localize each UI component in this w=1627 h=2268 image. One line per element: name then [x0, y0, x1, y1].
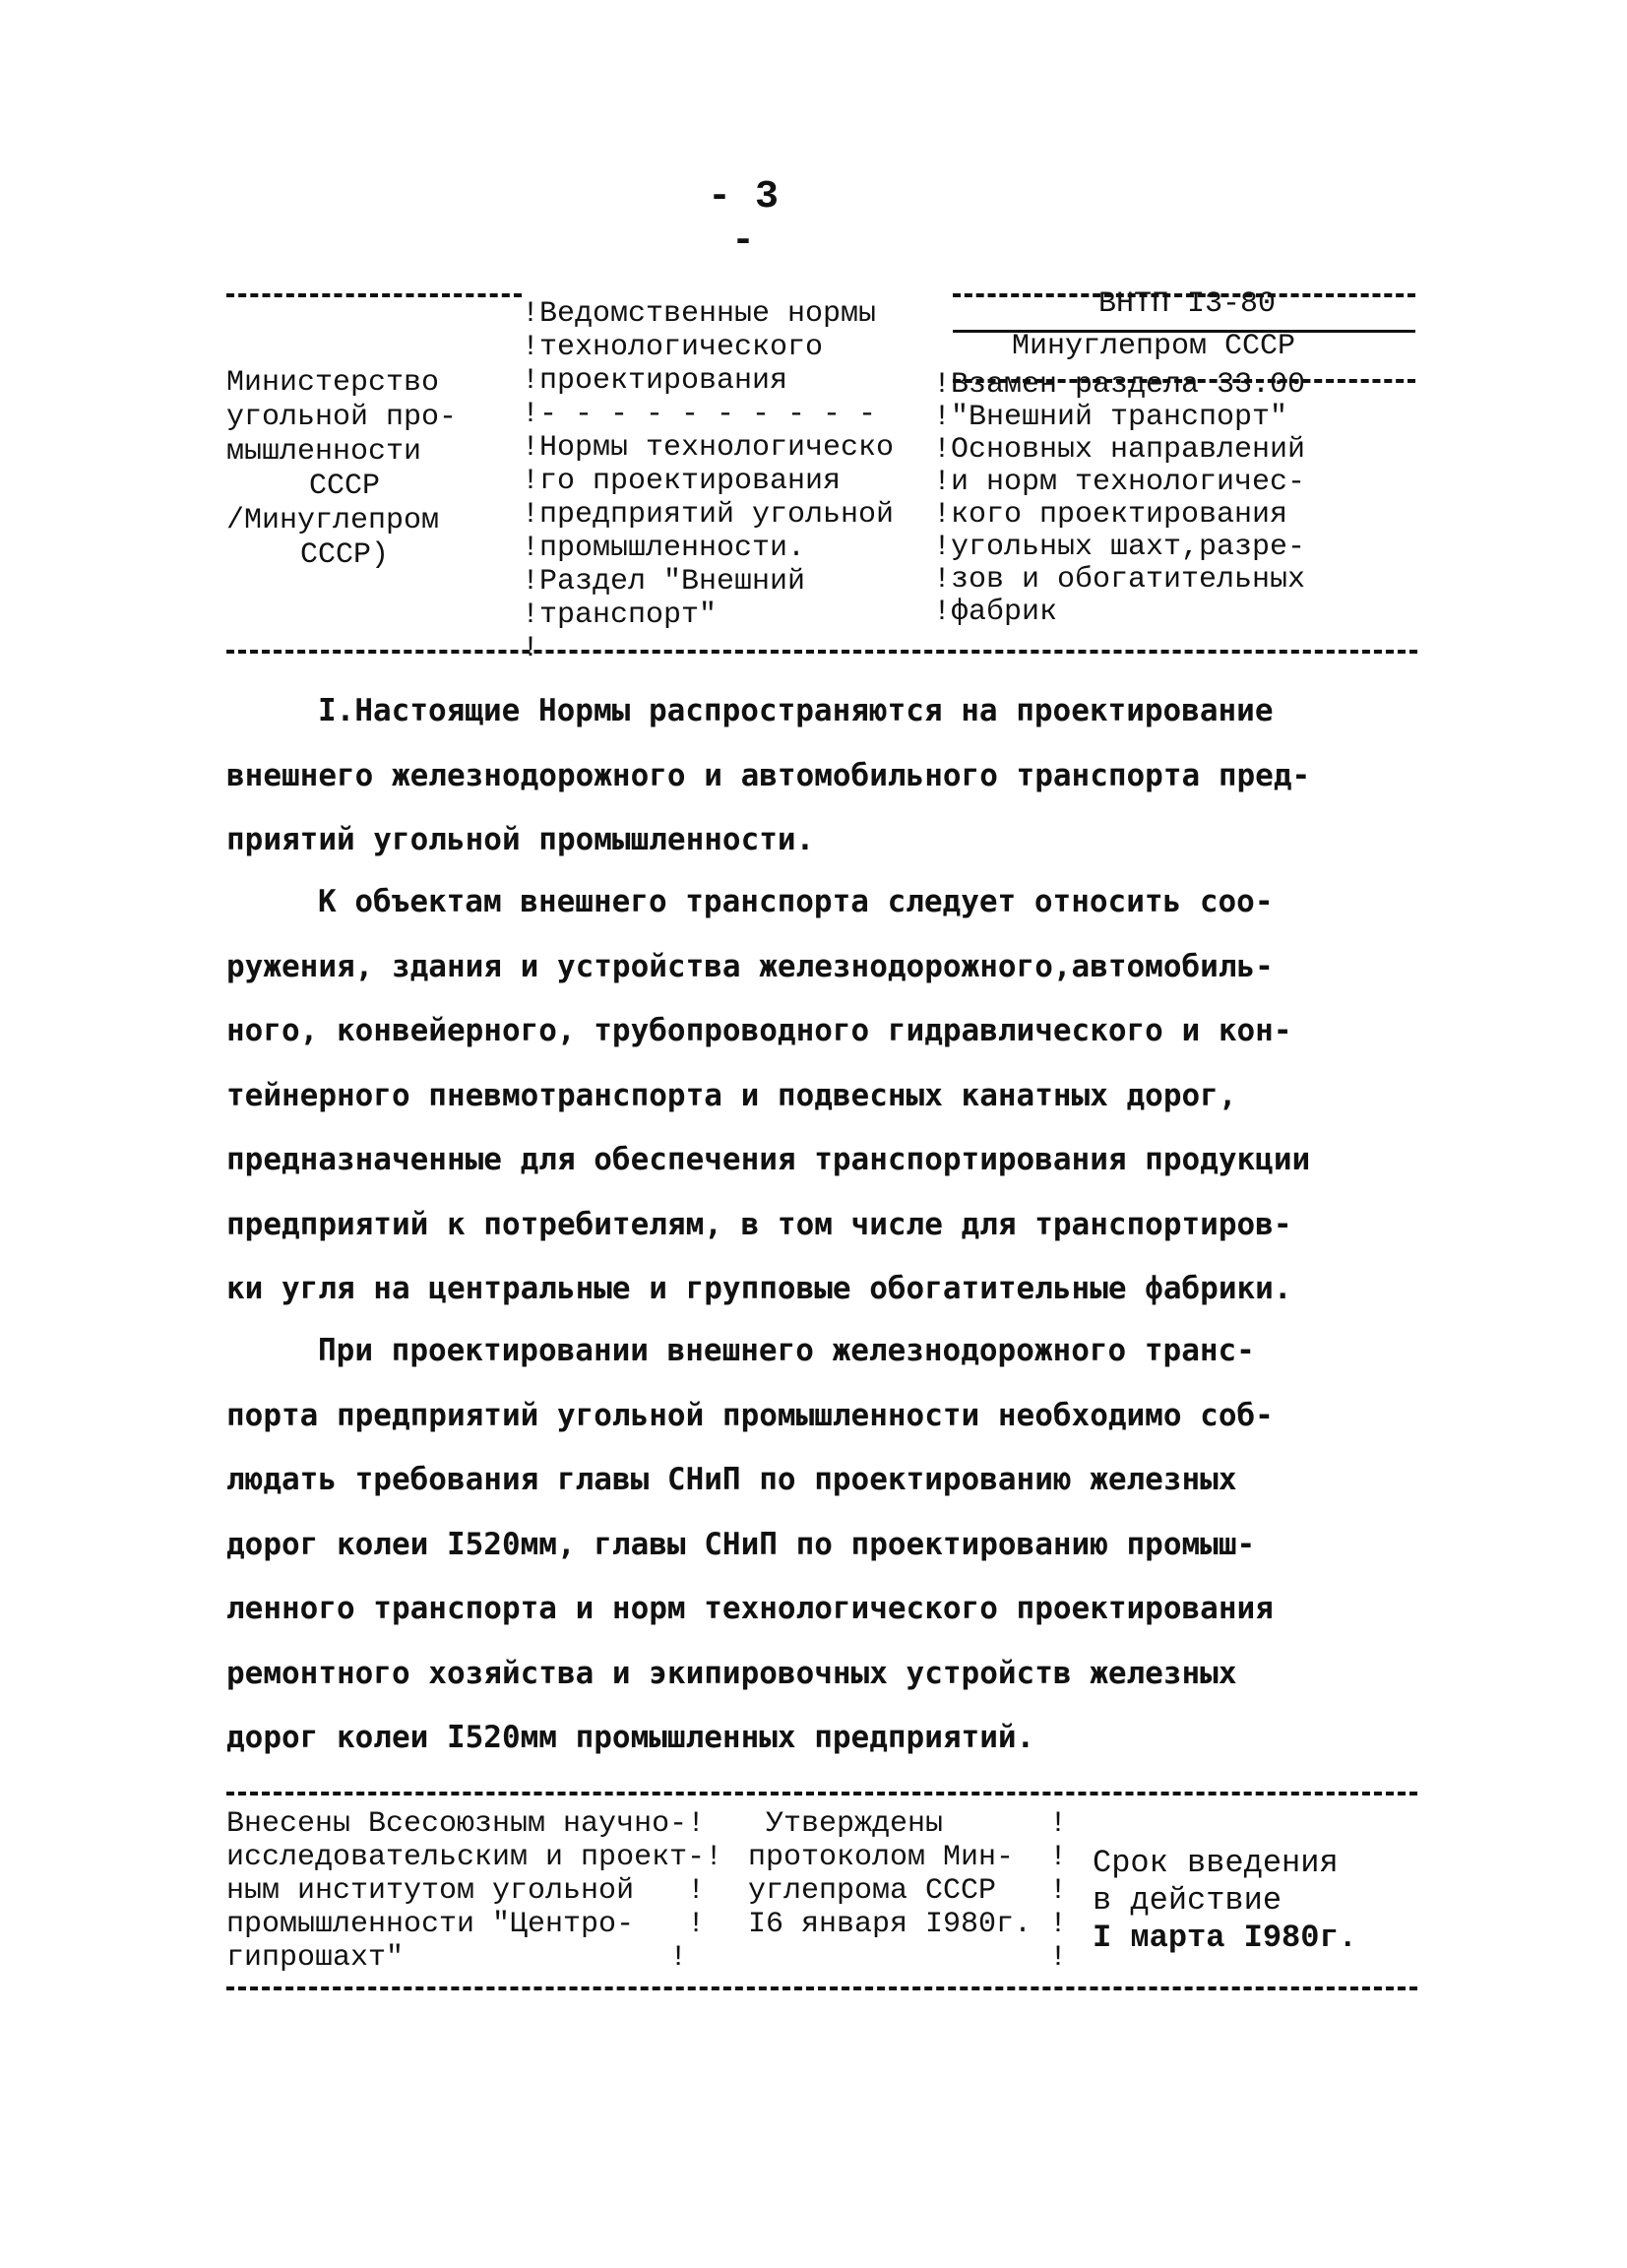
document-info-block	[933, 288, 1305, 629]
replaces-line: !кого проектирования	[933, 498, 1288, 532]
paragraph-1	[226, 679, 1408, 873]
effective-date-block	[1093, 1807, 1357, 1957]
organization-line: СССР	[308, 470, 380, 503]
submitted-line: исследовательским и проект-!	[226, 1841, 723, 1874]
paragraph-line: ремонтного хозяйства и экипировочных устройств железных	[226, 1655, 1237, 1691]
paragraph-line: дорог колеи I520мм промышленных предприятий.	[226, 1720, 1035, 1755]
organization-line: Министерство	[226, 366, 440, 400]
submitted-line: ным институтом угольной !	[226, 1874, 706, 1908]
paragraph-line: людать требования главы СНиП по проектированию железных	[226, 1462, 1237, 1497]
document-type-line: !Ведомственные нормы	[522, 297, 877, 331]
organization-line: /Минуглепром	[226, 504, 440, 537]
approved-block	[748, 1807, 1067, 1975]
document-type-line: !предприятий угольной	[522, 498, 895, 532]
approved-line: протоколом Мин- !	[748, 1841, 1068, 1874]
issuer-label: Минуглепром СССР	[1012, 330, 1296, 363]
paragraph-line: приятий угольной промышленности.	[226, 822, 815, 857]
replaces-line: !"Внешний транспорт"	[933, 401, 1288, 434]
paragraph-line: внешнего железнодорожного и автомобильного транспорта пред-	[226, 757, 1311, 793]
replaces-line: !Основных направлений	[933, 433, 1306, 467]
document-type-line: !- - - - - - - - - -	[522, 398, 877, 431]
document-type-line: !го проектирования	[522, 465, 842, 498]
paragraph-line: предназначенные для обеспечения транспортирования продукции	[226, 1142, 1311, 1177]
paragraph-line: дорог колеи I520мм, главы СНиП по проектированию промыш-	[226, 1526, 1256, 1562]
document-type-line: !транспорт"	[522, 598, 718, 632]
effective-line: I марта I980г.	[1093, 1920, 1357, 1956]
footer-bottom-rule	[226, 1986, 1417, 1990]
footer-top-rule	[226, 1792, 1417, 1796]
paragraph-line: I.Настоящие Нормы распространяются на проектирование	[318, 693, 1274, 728]
paragraph-line: порта предприятий угольной промышленности необходимо соб-	[226, 1397, 1274, 1433]
replaces-line: !зов и обогатительных	[933, 563, 1306, 597]
organization-line: угольной про-	[226, 401, 458, 434]
replaces-line: !угольных шахт,разре-	[933, 531, 1306, 564]
paragraph-line: ленного транспорта и норм технологического проектирования	[226, 1591, 1274, 1626]
submitted-block	[226, 1807, 722, 1975]
organization-line: мышленности	[226, 435, 422, 469]
document-type-line: !проектирования	[522, 364, 788, 398]
effective-line: Срок введения	[1093, 1845, 1339, 1881]
header-top-rule	[226, 293, 522, 297]
document-code: ВНТП I3-80	[1098, 287, 1277, 321]
document-type-line: !	[522, 632, 540, 665]
approved-line: !	[748, 1941, 1068, 1975]
paragraph-line: предприятий к потребителям, в том числе для транспортиров-	[226, 1206, 1292, 1242]
paragraph-3	[226, 1319, 1408, 1771]
approved-line: I6 января I980г. !	[748, 1908, 1068, 1941]
approved-line: Утверждены !	[748, 1807, 1068, 1841]
document-type-line: !промышленности.	[522, 532, 806, 565]
document-type-line: !Нормы технологическо	[522, 431, 895, 465]
document-type-block	[522, 297, 894, 665]
organization-line: СССР)	[299, 538, 389, 572]
replaces-line: !Взамен раздела 33.00	[933, 368, 1306, 402]
document-type-line: !Раздел "Внешний	[522, 565, 806, 598]
paragraph-line: ружения, здания и устройства железнодорожного,автомобиль-	[226, 948, 1274, 984]
approved-line: углепрома СССР !	[748, 1874, 1068, 1908]
effective-line: в действие	[1093, 1882, 1283, 1919]
paragraph-line: К объектам внешнего транспорта следует относить соо-	[318, 884, 1274, 919]
submitted-line: промышленности "Центро- !	[226, 1908, 706, 1941]
paragraph-line: ки угля на центральные и групповые обогатительные фабрики.	[226, 1271, 1292, 1306]
paragraph-2	[226, 870, 1408, 1322]
submitted-line: Внесены Всесоюзным научно-!	[226, 1807, 706, 1841]
effective-line	[1093, 1807, 1357, 1845]
replaces-line: !фабрик	[933, 596, 1058, 629]
paragraph-line: тейнерного пневмотранспорта и подвесных канатных дорог,	[226, 1077, 1237, 1113]
paragraph-line: При проектировании внешнего железнодорожного транс-	[318, 1333, 1255, 1368]
replaces-line: !и норм технологичес-	[933, 466, 1306, 499]
paragraph-line: ного, конвейерного, трубопроводного гидравлического и кон-	[226, 1013, 1292, 1048]
document-type-line: !технологического	[522, 331, 824, 364]
submitted-line: гипрошахт" !	[226, 1941, 688, 1975]
organization-block	[226, 366, 512, 573]
page-number: - 3 -	[707, 175, 779, 264]
